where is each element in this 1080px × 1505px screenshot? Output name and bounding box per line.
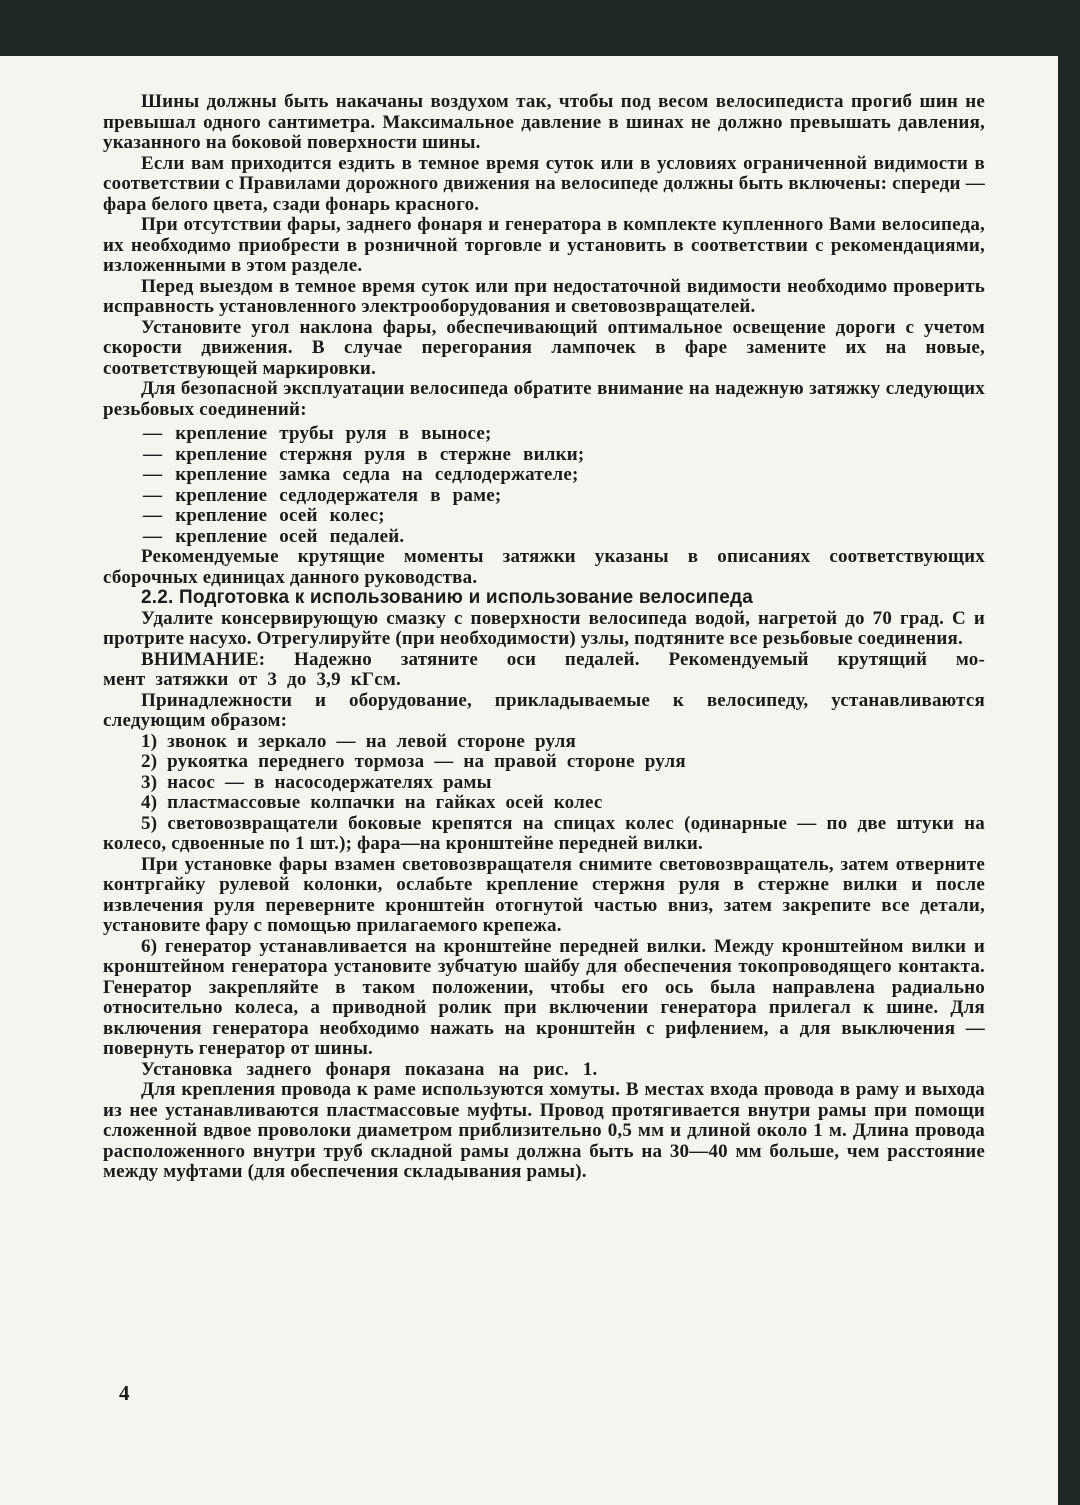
paragraph-headlight-install: При установке фары взамен световозвращателя снимите световозвращатель, затем отверните контргайку рулевой колонки, ослабьте крепление стержня руля в стержне вилки и после извлечения руля переверните кронштейн отогнутой частью вниз, затем закрепите все детали, установите фару с помощью прилагаемого крепежа. xyxy=(103,853,985,936)
dash-bullet: — xyxy=(143,525,163,547)
list-item-text: крепление осей колес; xyxy=(175,505,385,526)
dash-bullet: — xyxy=(143,423,163,444)
list-item-text: крепление осей педалей. xyxy=(175,525,405,547)
paragraph-pre-trip-check: Перед выездом в темное время суток или при недостаточной видимости необходимо проверить исправность установленного электрооборудования и световозвращателей. xyxy=(103,275,985,317)
paragraph-generator-install: 6) генератор устанавливается на кронштейне передней вилки. Между кронштейном вилки и кронштейном генератора установите зубчатую шайбу для обеспечения токопроводящего контакта. Генератор закрепляйте в таком положении, чтобы его ось была направлена радиально относительно колеса, а приводной ролик при включении генератора прилегал к шине. Для включения генератора необходимо нажать на кронштейн с рифлением, а для выключения — повернуть генератор от шины. xyxy=(103,935,985,1059)
attention-note-line2: мент затяжки от 3 до 3,9 кГсм. xyxy=(103,669,401,690)
list-item xyxy=(103,465,985,486)
dash-bullet: — xyxy=(143,464,163,485)
dash-bullet: — xyxy=(143,443,163,465)
section-heading-2-2: 2.2. Подготовка к использованию и использование велосипеда xyxy=(141,587,753,608)
paragraph-tire-pressure: Шины должны быть накачаны воздухом так, чтобы под весом велосипедиста прогиб шин не превышал одного сантиметра. Максимальное давление в шинах не должно превышать давления, указанного на боковой поверхности шины. xyxy=(103,91,985,153)
numbered-item-bell-mirror: 1) звонок и зеркало — на левой стороне руля xyxy=(141,730,577,752)
dash-bullet: — xyxy=(143,484,163,506)
paragraph-headlight-angle: Установите угол наклона фары, обеспечивающий оптимальное освещение дороги с учетом скорости движения. В случае перегорания лампочек в фаре замените их на новые, соответствующей маркировки. xyxy=(103,316,985,379)
fastener-list xyxy=(103,424,985,547)
paragraph-accessories-intro: Принадлежности и оборудование, прикладываемые к велосипеду, устанавливаются следующим образом: xyxy=(103,689,985,731)
list-item xyxy=(103,445,985,466)
list-item xyxy=(103,506,985,527)
list-item-text: крепление седлодержателя в раме; xyxy=(175,484,502,506)
scan-edge-top xyxy=(0,0,1080,56)
dash-bullet: — xyxy=(143,505,163,526)
page-number: 4 xyxy=(119,1381,130,1405)
paragraph-wiring: Для крепления провода к раме используются хомуты. В местах входа провода в раму и выхода из нее устанавливаются пластмассовые муфты. Провод протягивается внутри рамы при помощи сложенной вдвое проволоки диаметром приблизительно 0,5 мм и длиной около 1 м. Длина провода расположенного внутри труб складной рамы должна быть на 30—40 мм больше, чем расстояние между муфтами (для обеспечения складывания рамы). xyxy=(103,1079,985,1182)
page-text-block xyxy=(103,92,985,1183)
paragraph-degrease: Удалите консервирующую смазку с поверхности велосипеда водой, нагретой до 70 град. С и протрите насухо. Отрегулируйте (при необходимости) узлы, подтяните все резьбовые соединения. xyxy=(103,607,985,649)
scan-edge-right xyxy=(1058,0,1080,1505)
paragraph-night-riding: Если вам приходится ездить в темное время суток или в условиях ограниченной видимости в соответствии с Правилами дорожного движения на велосипеде должны быть включены: спереди — фара белого цвета, сзади фонарь красного. xyxy=(103,152,985,215)
numbered-item-reflectors: 5) световозвращатели боковые крепятся на спицах колес (одинарные — по две штуки на колесо, сдвоенные по 1 шт.); фара—на кронштейне передней вилки. xyxy=(103,812,985,854)
list-item xyxy=(103,424,985,445)
numbered-item-brake-lever: 2) рукоятка переднего тормоза — на правой стороне руля xyxy=(141,751,686,772)
paragraph-fastener-intro: Для безопасной эксплуатации велосипеда обратите внимание на надежную затяжку следующих резьбовых соединений: xyxy=(103,378,985,420)
paragraph-rear-lamp-figure: Установка заднего фонаря показана на рис. 1. xyxy=(141,1058,598,1080)
list-item-text: крепление трубы руля в выносе; xyxy=(175,423,492,444)
list-item-text: крепление стержня руля в стержне вилки; xyxy=(175,443,585,465)
numbered-item-pump: 3) насос — в насосодержателях рамы xyxy=(141,771,492,793)
list-item xyxy=(103,527,985,548)
list-item xyxy=(103,486,985,507)
numbered-item-caps: 4) пластмассовые колпачки на гайках осей колес xyxy=(141,792,603,813)
attention-note-line1: ВНИМАНИЕ: Надежно затяните оси педалей. Рекомендуемый крутящий мо- xyxy=(141,648,985,670)
list-item-text: крепление замка седла на седлодержателе; xyxy=(175,464,579,485)
paragraph-torque-note: Рекомендуемые крутящие моменты затяжки указаны в описаниях соответствующих сборочных единицах данного руководства. xyxy=(103,546,985,588)
paragraph-missing-lamp: При отсутствии фары, заднего фонаря и генератора в комплекте купленного Вами велосипеда, их необходимо приобрести в розничной торговле и установить в соответствии с рекомендациями, изложенными в этом разделе. xyxy=(103,214,985,276)
